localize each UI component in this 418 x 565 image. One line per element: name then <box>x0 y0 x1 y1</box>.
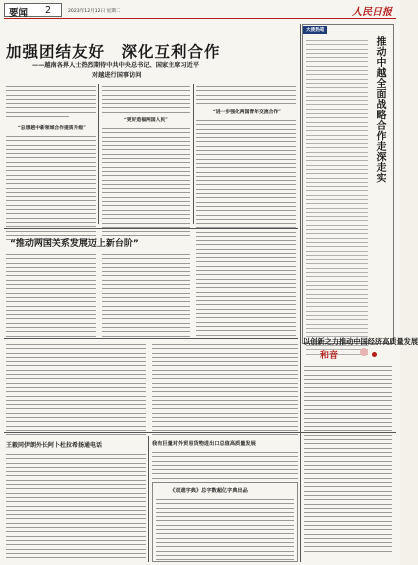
section-rule <box>4 228 298 229</box>
decorative-dot <box>372 352 377 357</box>
harmony-headline: 以创新之力推动中国经济高质量发展 <box>303 337 418 346</box>
column-rule <box>148 436 149 562</box>
lead-subhead-2: “更好造福两国人民” <box>124 117 168 123</box>
second-story-column-3 <box>196 240 296 339</box>
lead-column-3-text <box>196 86 296 107</box>
newspaper-logo: 人民日报 <box>352 7 392 18</box>
lead-column-2-text <box>102 86 190 116</box>
lead-subtitle-line1: ——越南各界人士热烈期待中共中央总书记、国家主席习近平 <box>32 62 200 69</box>
harmony-text <box>304 366 392 555</box>
section-tab <box>4 3 62 17</box>
bottom-middle-box-text <box>156 499 294 563</box>
lower-story-column-2 <box>152 344 298 439</box>
masthead <box>4 3 396 19</box>
second-story-headline: “推动两国关系发展迈上新台阶” <box>10 239 139 249</box>
lead-column-2-text-b <box>102 128 190 240</box>
bottom-left-headline: 王毅同伊朗外长阿卜杜拉希扬通电话 <box>6 442 103 449</box>
commentary-label: 大使热笔 <box>303 26 327 34</box>
bottom-middle-subheadline: 《双遮字典》总字数超亿字典出品 <box>170 488 248 494</box>
column-rule <box>300 24 301 562</box>
lead-subtitle-line2: 对越进行国事访问 <box>92 72 142 79</box>
lead-column-3-text-b <box>196 120 296 240</box>
bottom-middle-headline: 我有巨量对外贸易货物进出口总值高质量发展 <box>152 441 256 447</box>
lead-subhead-1: “总想越中新领域合作提质升级” <box>18 125 86 131</box>
section-name: 要闻 <box>9 8 29 19</box>
lead-headline: 加强团结友好 深化互利合作 <box>6 43 221 61</box>
page-number: 2 <box>45 5 52 16</box>
commentary-text <box>306 40 368 358</box>
bottom-left-text <box>6 454 146 561</box>
harmony-column-label: 和音 <box>320 351 339 361</box>
lead-column-1-text <box>6 86 96 120</box>
lead-subhead-3: “进一步强化两国青年交流合作” <box>213 109 281 115</box>
lower-story-column-1 <box>6 344 146 439</box>
column-rule <box>98 84 99 224</box>
dateline: 2023年12月12日 星期二 <box>68 9 121 14</box>
column-rule <box>193 84 194 224</box>
section-rule <box>4 338 298 339</box>
second-story-column-2 <box>102 254 190 340</box>
second-story-column-1 <box>6 254 96 340</box>
decorative-dot <box>360 348 368 356</box>
commentary-vertical-headline: 推动中越全面战略合作走深走实 <box>374 36 385 183</box>
